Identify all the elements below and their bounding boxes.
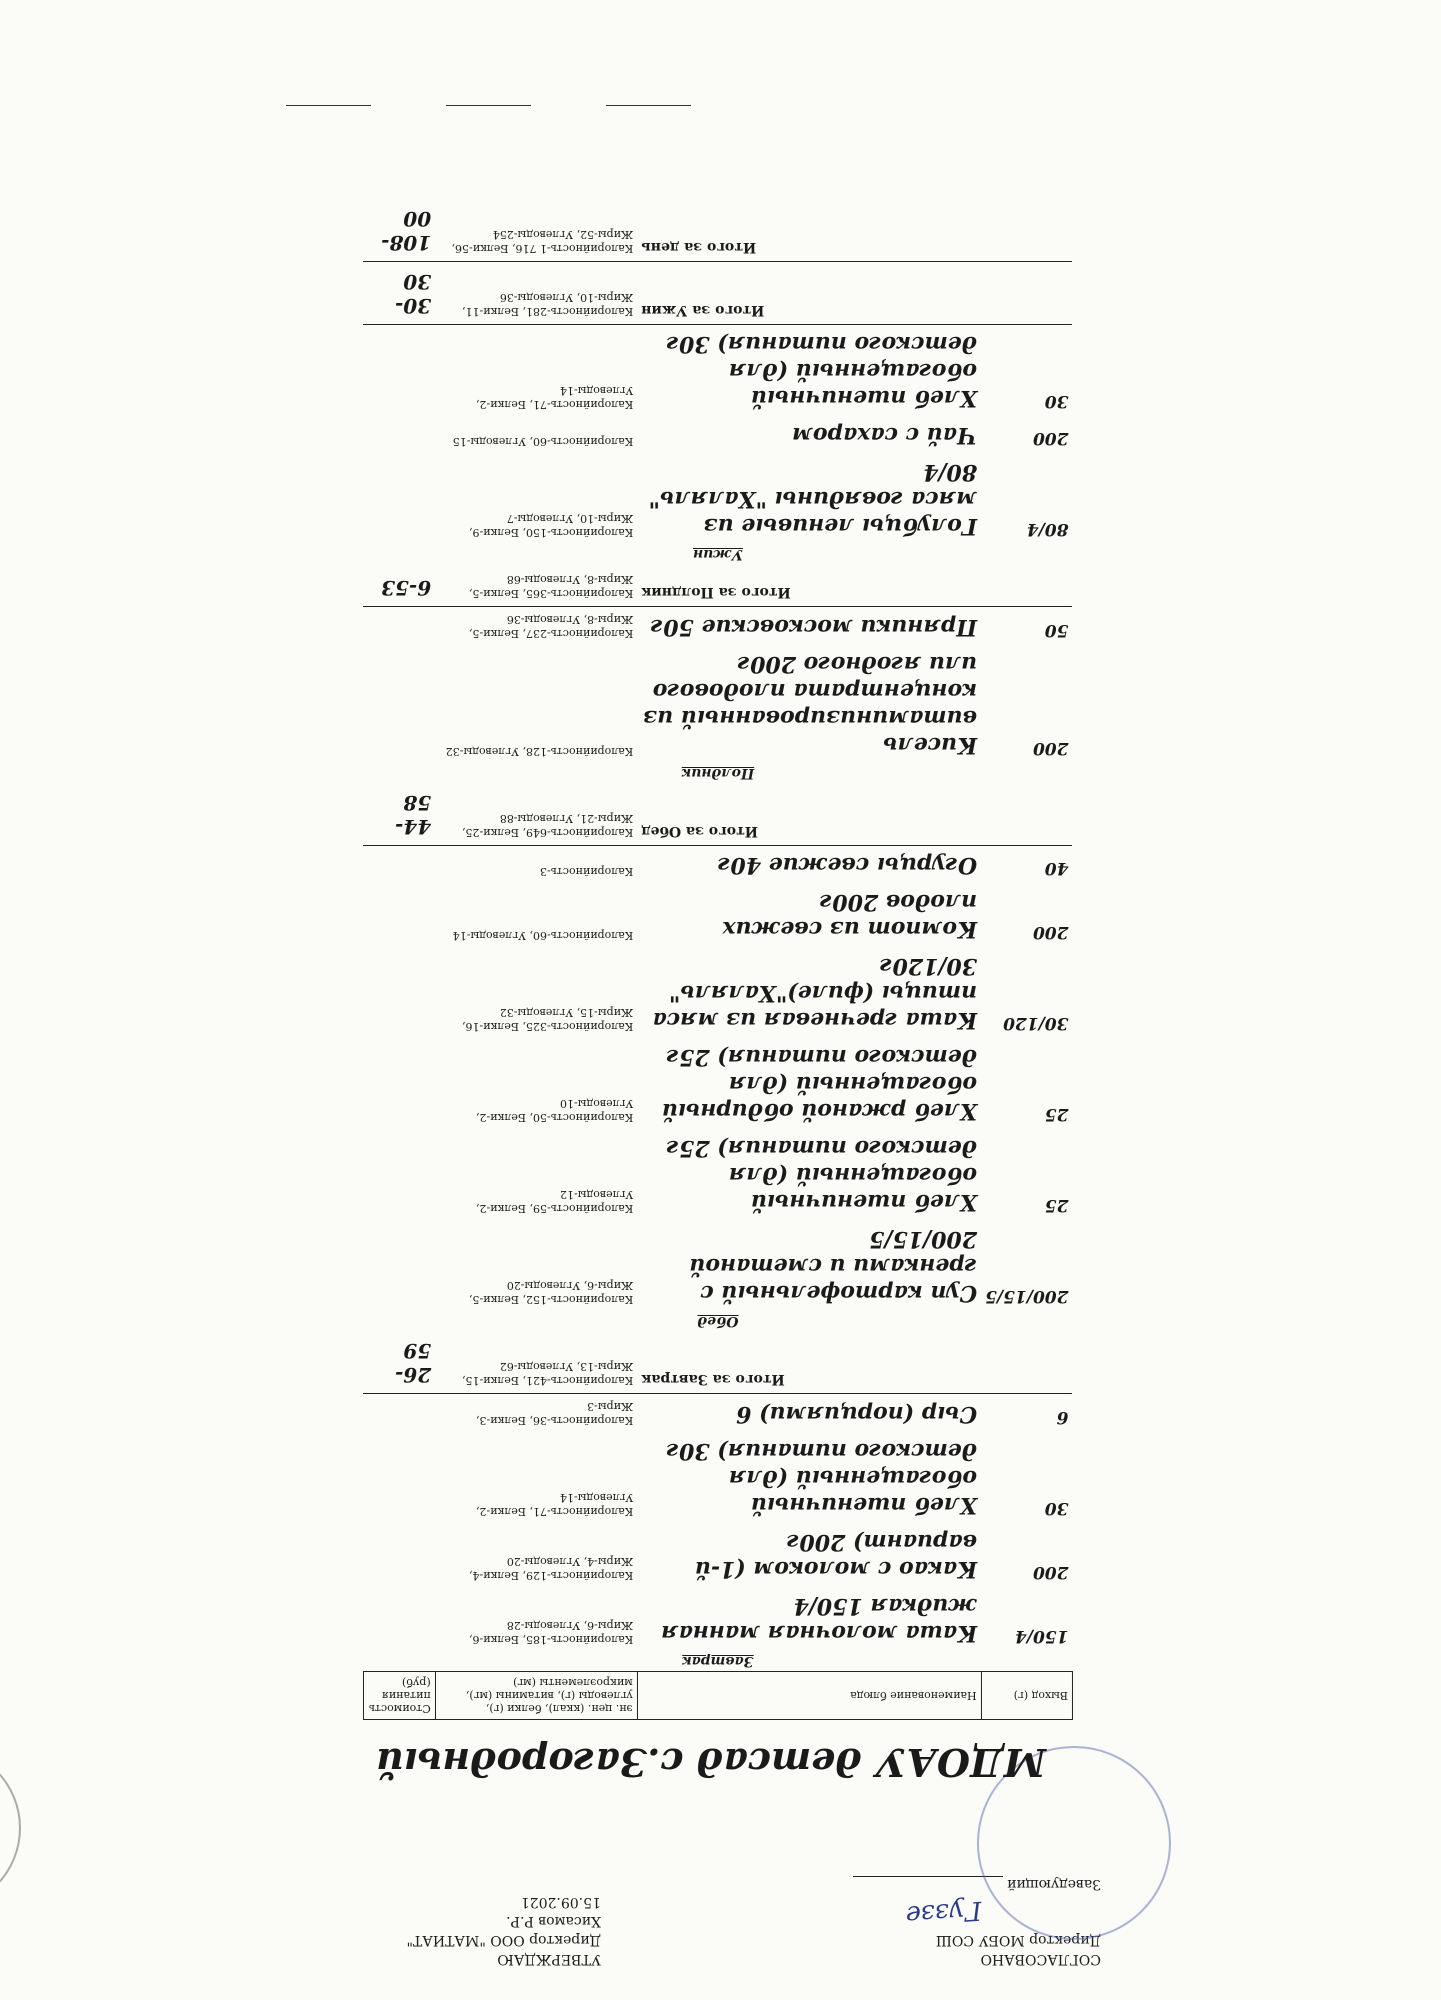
page-title: МДОАУ детсад с.Загородный: [376, 1740, 1046, 1785]
blank-line: [446, 105, 531, 106]
total-row-lunch: [364, 783, 1073, 846]
column-header-weight: Выход (г): [981, 1672, 1072, 1720]
dish-nutrition: Калорийность-325, Белки-16, Жиры-15, Углеводы-32: [462, 1006, 634, 1033]
approved-block: [221, 1891, 601, 1970]
dish-weight: 200: [1033, 922, 1069, 942]
dish-weight: 6: [1056, 1407, 1069, 1427]
dish-name: Огурцы свежие 40г: [718, 852, 978, 878]
table-row: [364, 1038, 1073, 1129]
table-row: [364, 947, 1073, 1038]
dish-name: Каша молочная манная жидкая 150/4: [661, 1593, 978, 1646]
agreed-heading: СОГЛАСОВАНО: [980, 1951, 1101, 1967]
dish-weight: 80/4: [1026, 519, 1069, 539]
table-row: [364, 1523, 1073, 1587]
dish-weight: 200/15/5: [985, 1286, 1069, 1306]
section-lunch: Обед: [697, 1313, 739, 1329]
dish-name: Хлеб пшеничный обогащенный (для детского питания) 30г: [666, 331, 978, 411]
dish-name: Хлеб ржаной обдирный обогащенный (для детского питания) 25г: [662, 1044, 978, 1124]
total-row-day: [364, 199, 1073, 262]
approved-heading: УТВЕРЖДАЮ: [497, 1951, 601, 1967]
table-row: [364, 416, 1073, 453]
dish-nutrition: Калорийность-50, Белки-2, Углеводы-10: [476, 1097, 634, 1124]
dish-price: [364, 1432, 436, 1523]
dish-weight: 150/4: [1014, 1626, 1069, 1646]
day-total-price: 108-00: [364, 199, 436, 262]
dish-price: [364, 453, 436, 544]
total-price: 30-30: [364, 262, 436, 325]
dish-weight: 25: [1044, 1104, 1069, 1124]
dish-price: [364, 947, 436, 1038]
dish-price: [364, 645, 436, 763]
dish-nutrition: Калорийность-59, Белки-2, Углеводы-12: [476, 1188, 634, 1215]
total-nutrition: Калорийность-421, Белки-15, Жиры-13, Углеводы-62: [435, 1331, 637, 1394]
total-label: Итого за Полдник: [637, 564, 981, 607]
dish-nutrition: Калорийность-3: [540, 865, 634, 878]
dish-nutrition: Калорийность-71, Белки-2, Углеводы-14: [476, 1491, 634, 1518]
director-name: Хисамов Р.Р.: [506, 1913, 601, 1929]
column-header-dish: Наименование блюда: [637, 1672, 981, 1720]
dish-name: Голубцы ленивые из мяса говядины "Халяль" 80/4: [648, 459, 978, 539]
dish-name: Кисель витаминизированный из концентрата плодового или ягодного 200г: [643, 651, 978, 758]
blank-line: [606, 105, 691, 106]
table-row: [364, 325, 1073, 417]
dish-price: [364, 416, 436, 453]
dish-weight: 200: [1033, 738, 1069, 758]
total-nutrition: Калорийность-649, Белки-25, Жиры-21, Углеводы-88: [435, 783, 637, 846]
dish-price: [364, 1587, 436, 1651]
dish-name: Хлеб пшеничный обогащенный (для детского питания) 30г: [666, 1438, 978, 1518]
table-row: [364, 883, 1073, 947]
section-dinner: Ужин: [692, 546, 744, 562]
table-row: [364, 607, 1073, 646]
dish-price: [364, 1394, 436, 1433]
section-breakfast: Завтрак: [682, 1653, 754, 1669]
dish-nutrition: Калорийность-237, Белки-5, Жиры-8, Углеводы-36: [469, 613, 634, 640]
table-row: [364, 1432, 1073, 1523]
table-row: [364, 645, 1073, 763]
day-total-nutrition: Калорийность-1 716, Белки-56, Жиры-52, Углеводы-254: [435, 199, 637, 262]
dish-weight: 25: [1044, 1195, 1069, 1215]
total-price: 44-58: [364, 783, 436, 846]
dish-nutrition: Калорийность-129, Белки-4, Жиры-4, Углеводы-20: [469, 1555, 634, 1582]
table-row: [364, 1129, 1073, 1220]
dish-name: Сыр (порциями) 6: [736, 1401, 978, 1427]
total-price: 6-53: [364, 564, 436, 607]
blank-signature-lines: [91, 101, 691, 120]
total-label: Итого за Обед: [637, 783, 981, 846]
agreed-position: Директор МОБУ СОШ: [935, 1932, 1101, 1948]
total-label: Итого за Ужин: [637, 262, 981, 325]
dish-price: [364, 1523, 436, 1587]
dish-weight: 40: [1044, 858, 1069, 878]
dish-nutrition: Калорийность-60, Углеводы-15: [452, 435, 634, 448]
dish-price: [364, 1038, 436, 1129]
total-nutrition: Калорийность-281, Белки-11, Жиры-10, Углеводы-36: [435, 262, 637, 325]
dish-nutrition: Калорийность-185, Белки-6, Жиры-6, Углеводы-28: [469, 1619, 634, 1646]
dish-nutrition: Калорийность-152, Белки-5, Жиры-6, Углеводы-20: [469, 1279, 634, 1306]
day-total-label: Итого за день: [637, 199, 981, 262]
total-label: Итого за Завтрак: [637, 1331, 981, 1394]
handwritten-signature: Гуззе: [904, 1894, 983, 1931]
dish-weight: 30: [1044, 1498, 1069, 1518]
dish-price: [364, 846, 436, 884]
dish-name: Суп картофельный с гренками и сметаной 200/15/5: [689, 1226, 978, 1306]
table-row: [364, 1220, 1073, 1311]
approved-position: Директор ООО "МАТИАТ": [406, 1932, 601, 1948]
dish-nutrition: Калорийность-36, Белки-3, Жиры-3: [476, 1400, 634, 1427]
dish-name: Компот из свежих плодов 200г: [722, 889, 978, 942]
company-round-stamp: [0, 1746, 21, 1910]
dish-name: Чай с сахаром: [792, 422, 978, 448]
total-nutrition: Калорийность-365, Белки-5, Жиры-8, Углеводы-68: [435, 564, 637, 607]
dish-nutrition: Калорийность-150, Белки-9, Жиры-10, Углеводы-7: [469, 512, 634, 539]
menu-table: [363, 199, 1073, 1720]
dish-nutrition: Калорийность-60, Углеводы-14: [452, 929, 634, 942]
dish-price: [364, 1129, 436, 1220]
table-row: [364, 453, 1073, 544]
dish-weight: 30: [1044, 391, 1069, 411]
dish-name: Какао с молоком (1-й вариант) 200г: [694, 1529, 978, 1582]
total-row-snack: [364, 564, 1073, 607]
dish-weight: 200: [1033, 428, 1069, 448]
head-label: Заведующий: [1007, 1876, 1101, 1892]
table-row: [364, 1587, 1073, 1651]
dish-price: [364, 1220, 436, 1311]
dish-weight: 50: [1044, 620, 1069, 640]
dish-price: [364, 607, 436, 646]
column-header-price: Стоимость питания (руб): [364, 1672, 436, 1720]
dish-price: [364, 883, 436, 947]
agreed-block: [761, 1873, 1101, 1970]
table-row: [364, 846, 1073, 884]
dish-name: Хлеб пшеничный обогащенный (для детского питания) 25г: [666, 1135, 978, 1215]
dish-price: [364, 325, 436, 417]
total-price: 26-59: [364, 1331, 436, 1394]
table-row: [364, 1394, 1073, 1433]
total-row-breakfast: [364, 1331, 1073, 1394]
dish-weight: 30/120: [1003, 1013, 1069, 1033]
dish-nutrition: Калорийность-128, Углеводы-32: [445, 745, 634, 758]
dish-name: Пряники московские 50г: [650, 614, 978, 640]
total-row-dinner: [364, 262, 1073, 325]
blank-line: [286, 105, 371, 106]
approval-date: 15.09.2021: [520, 1894, 601, 1910]
table-header-row: [364, 1672, 1073, 1720]
section-snack: Полдник: [681, 765, 755, 781]
dish-weight: 200: [1033, 1562, 1069, 1582]
dish-nutrition: Калорийность-71, Белки-2, Углеводы-14: [476, 384, 634, 411]
dish-name: Каша гречневая из мяса птицы (филе)"Халяль" 30/120г: [652, 953, 978, 1033]
column-header-nutrition: эн. цен. (ккал), белки (г), углеводы (г), витамины (мг), микроэлементы (мг): [435, 1672, 637, 1720]
